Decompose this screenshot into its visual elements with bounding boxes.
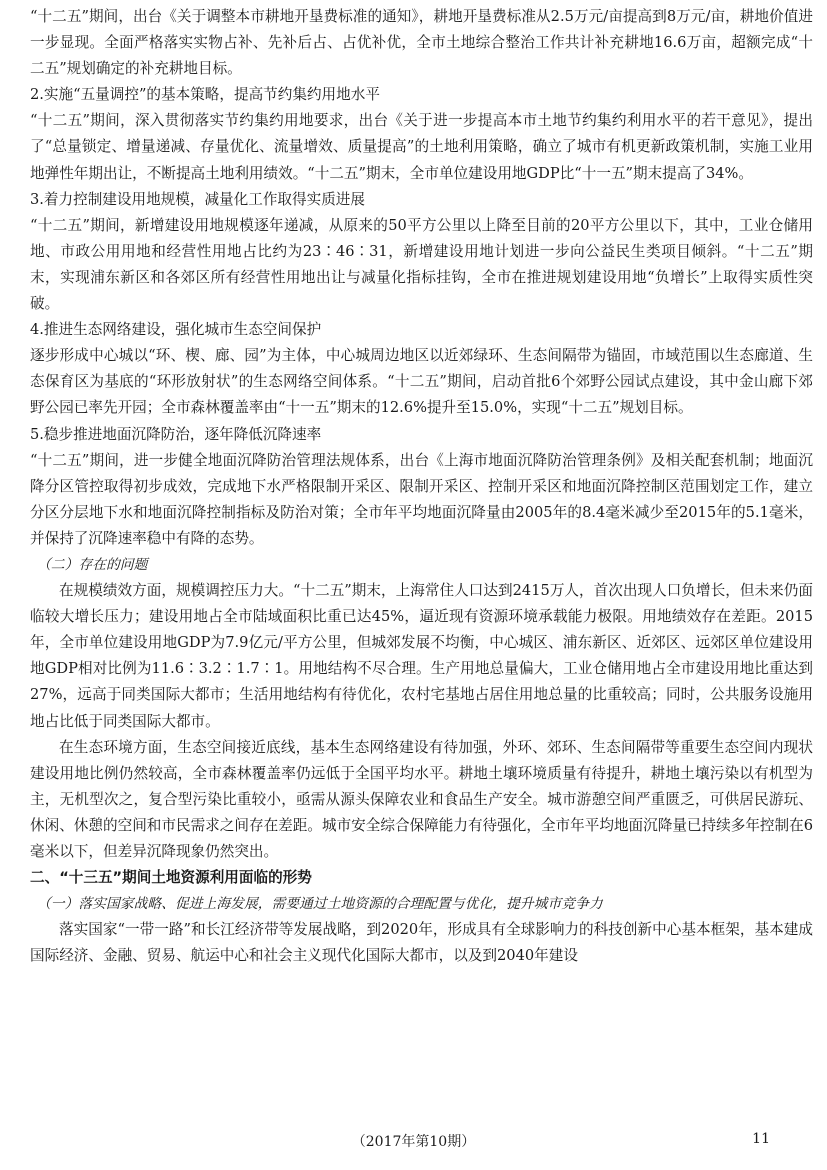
paragraph-scale-performance: 在规模绩效方面，规模调控压力大。“十二五”期末，上海常住人口达到2415万人，首次出现人口负增长，但未来仍面临较大增长压力；建设用地占全市陆域面积比重已达45%，逼近现有资源环境承载能力极限。用地绩效存在差距。2015年，全市单位建设用地GDP为7.9亿元/平方公里，但城郊发展不均衡，中心城区、浦东新区、近郊区、远郊区单位建设用地GDP相对比例为11.6∶3.2∶1.7∶1。用地结构不尽合理。生产用地总量偏大，工业仓储用地占全市建设用地比重达到27%，远高于同类国际大都市；生活用地结构有待优化，农村宅基地占居住用地总量的比重较高；同时，公共服务设施用地占比低于同类国际大都市。 [30, 582, 813, 730]
paragraph-national-strategy: 落实国家“一带一路”和长江经济带等发展战略，到2020年，形成具有全球影响力的科技创新中心基本框架，基本建成国际经济、金融、贸易、航运中心和社会主义现代化国际大都市，以及到2040年建设 [30, 921, 813, 965]
subheading-existing-problems: （二）存在的问题 [37, 556, 148, 573]
page-number: 11 [752, 1131, 770, 1147]
section-heading-situation: 二、“十三五”期间土地资源利用面临的形势 [30, 869, 312, 887]
item-heading-ecological-network: 4.推进生态网络建设，强化城市生态空间保护 [30, 321, 322, 339]
paragraph-land-subsidence: “十二五”期间，进一步健全地面沉降防治管理法规体系，出台《上海市地面沉降防治管理条例》及相关配套机制；地面沉降分区管控取得初步成效，完成地下水严格限制开采区、限制开采区、控制开采区和地面沉降控制区范围划定工作，建立分区分层地下水和地面沉降控制指标及防治对策；全市年平均地面沉降量由2005年的8.4毫米减少至2015年的5.1毫米，并保持了沉降速率稳中有降的态势。 [30, 451, 813, 547]
paragraph-farmland-reclamation-fee: “十二五”期间，出台《关于调整本市耕地开垦费标准的通知》，耕地开垦费标准从2.5万元/亩提高到8万元/亩，耕地价值进一步显现。全面严格落实实物占补、先补后占、占优补优，全市土地综合整治工作共计补充耕地16.6万亩，超额完成“十二五”规划确定的补充耕地目标。 [30, 8, 813, 78]
paragraph-intensive-land-use: “十二五”期间，深入贯彻落实节约集约用地要求，出台《关于进一步提高本市土地节约集约利用水平的若干意见》，提出了“总量锁定、增量递减、存量优化、流量增效、质量提高”的土地利用策略，确立了城市有机更新政策机制，实施工业用地弹性年期出让，不断提高土地利用绩效。“十二五”期末，全市单位建设用地GDP比“十一五”期末提高了34%。 [30, 112, 813, 182]
document-body [30, 4, 813, 969]
item-heading-five-controls: 2.实施“五量调控”的基本策略，提高节约集约用地水平 [30, 86, 380, 104]
item-heading-construction-scale: 3.着力控制建设用地规模，减量化工作取得实质进展 [30, 190, 365, 208]
paragraph-construction-land-reduction: “十二五”期间，新增建设用地规模逐年递减，从原来的50平方公里以上降至目前的20平方公里以下，其中，工业仓储用地、市政公用用地和经营性用地占比约为23∶46∶31，新增建设用地计划进一步向公益民生类项目倾斜。“十二五”期末，实现浦东新区和各郊区所有经营性用地出让与减量化指标挂钩，全市在推进规划建设用地“负增长”上取得实质性突破。 [30, 216, 813, 313]
page-footer [0, 1128, 827, 1154]
subheading-national-strategy: （一）落实国家战略、促进上海发展，需要通过土地资源的合理配置与优化，提升城市竞争力 [37, 896, 603, 913]
issue-label: （2017年第10期） [351, 1134, 476, 1150]
paragraph-ecological-environment: 在生态环境方面，生态空间接近底线，基本生态网络建设有待加强，外环、郊环、生态间隔带等重要生态空间内现状建设用地比例仍然较高，全市森林覆盖率仍远低于全国平均水平。耕地土壤环境质量有待提升，耕地土壤污染以有机型为主，无机型次之，复合型污染比重较小，亟需从源头保障农业和食品生产安全。城市游憩空间严重匮乏，可供居民游玩、休闲、休憩的空间和市民需求之间存在差距。城市安全综合保障能力有待强化，全市年平均地面沉降量已持续多年控制在6毫米以下，但差异沉降现象仍然突出。 [30, 738, 813, 860]
paragraph-ecological-network: 逐步形成中心城以“环、楔、廊、园”为主体，中心城周边地区以近郊绿环、生态间隔带为锚固，市域范围以生态廊道、生态保育区为基底的“环形放射状”的生态网络空间体系。“十二五”期间，启动首批6个郊野公园试点建设，其中金山廊下郊野公园已率先开园；全市森林覆盖率由“十一五”期末的12.6%提升至15.0%，实现“十二五”规划目标。 [30, 347, 813, 417]
item-heading-land-subsidence: 5.稳步推进地面沉降防治，逐年降低沉降速率 [30, 425, 322, 443]
